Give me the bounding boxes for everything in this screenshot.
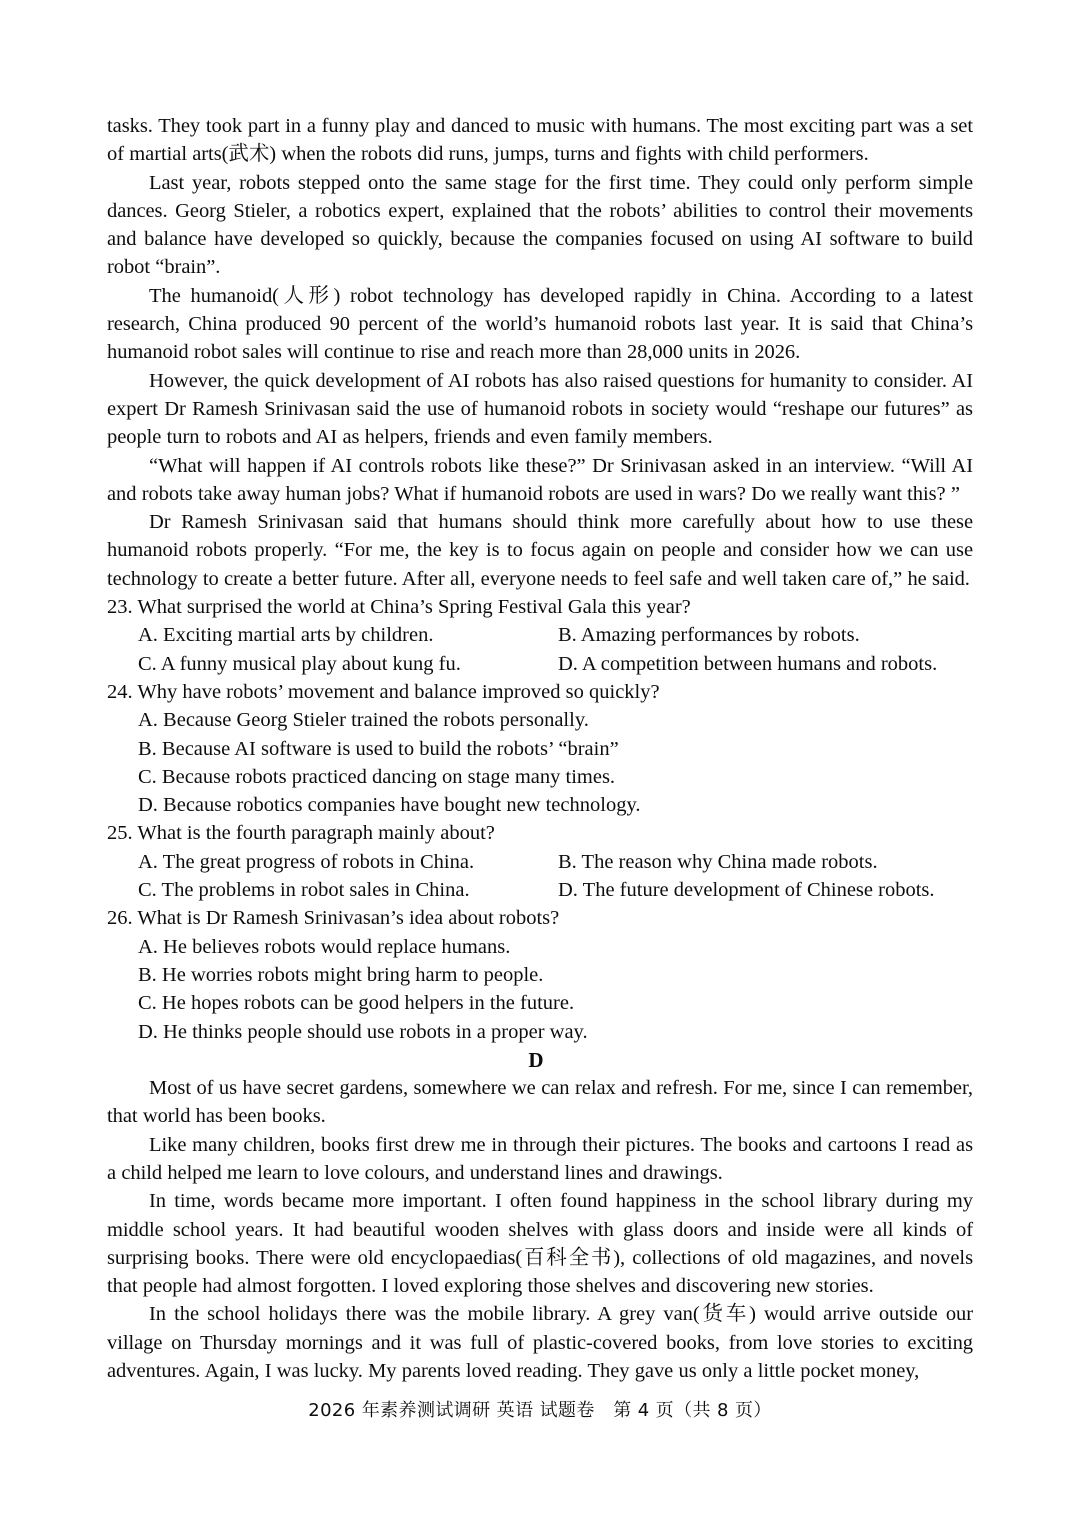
option-a[interactable]: A. The great progress of robots in China. bbox=[138, 850, 475, 873]
option-a[interactable]: A. Exciting martial arts by children. bbox=[138, 624, 434, 647]
option-row bbox=[107, 876, 973, 904]
option-row bbox=[107, 621, 973, 649]
option-a[interactable]: A. He believes robots would replace humans. bbox=[138, 935, 511, 958]
option-c[interactable]: C. Because robots practiced dancing on stage many times. bbox=[138, 765, 616, 788]
passage-d bbox=[107, 1074, 973, 1385]
page-footer bbox=[0, 1398, 1080, 1424]
passage-paragraph: However, the quick development of AI robots has also raised questions for humanity to consider. AI expert Dr Ramesh Srinivasan said the use of humanoid robots in society would “reshape our futures” as people turn to robots and AI as helpers, friends and even family members. bbox=[107, 369, 973, 449]
option-c[interactable]: C. The problems in robot sales in China. bbox=[138, 879, 470, 902]
question-stem: 24. Why have robots’ movement and balance improved so quickly? bbox=[107, 680, 660, 703]
option-d[interactable]: D. He thinks people should use robots in a proper way. bbox=[138, 1020, 588, 1043]
question-24 bbox=[107, 678, 973, 819]
option-b[interactable]: B. Because AI software is used to build the robots’ “brain” bbox=[138, 737, 619, 760]
option-d[interactable]: D. A competition between humans and robots. bbox=[558, 652, 938, 675]
option-c[interactable]: C. A funny musical play about kung fu. bbox=[138, 652, 461, 675]
passage-paragraph: tasks. They took part in a funny play and danced to music with humans. The most exciting part was a set of martial arts(武术) when the robots did runs, jumps, turns and fights with child performers. bbox=[107, 115, 973, 166]
option-d[interactable]: D. Because robotics companies have bought new technology. bbox=[138, 794, 641, 817]
option-row bbox=[107, 848, 973, 876]
option-group bbox=[107, 706, 973, 819]
passage-c-continued bbox=[107, 112, 973, 593]
passage-paragraph: In time, words became more important. I often found happiness in the school library during my middle school years. It had beautiful wooden shelves with glass doors and inside were all kinds of surprising books. There were old encyclopaedias(百科全书), collections of old magazines, and novels that people had almost forgotten. I loved exploring those shelves and discovering new stories. bbox=[107, 1190, 973, 1298]
passage-paragraph: The humanoid(人形) robot technology has developed rapidly in China. According to a latest research, China produced 90 percent of the world’s humanoid robots last year. It is said that China’s humanoid robot sales will continue to rise and reach more than 28,000 units in 2026. bbox=[107, 284, 973, 364]
option-a[interactable]: A. Because Georg Stieler trained the robots personally. bbox=[138, 709, 589, 732]
passage-paragraph: Last year, robots stepped onto the same stage for the first time. They could only perform simple dances. Georg Stieler, a robotics expert, explained that the robots’ abilities to control their movements and balance have developed so quickly, because the companies focused on using AI software to build robot “brain”. bbox=[107, 171, 973, 279]
option-b[interactable]: B. Amazing performances by robots. bbox=[558, 624, 860, 647]
option-group bbox=[107, 621, 973, 678]
option-group bbox=[107, 848, 973, 905]
page-content bbox=[107, 112, 973, 1385]
passage-paragraph: Dr Ramesh Srinivasan said that humans should think more carefully about how to use these humanoid robots properly. “For me, the key is to focus again on people and consider how we can use technology to create a better future. After all, everyone needs to feel safe and well taken care of,” he said. bbox=[107, 511, 973, 590]
question-26 bbox=[107, 904, 973, 1045]
option-c[interactable]: C. He hopes robots can be good helpers in the future. bbox=[138, 992, 575, 1015]
option-row bbox=[107, 650, 973, 678]
passage-paragraph: Like many children, books first drew me in through their pictures. The books and cartoons I read as a child helped me learn to love colours, and understand lines and drawings. bbox=[107, 1133, 973, 1184]
option-b[interactable]: B. The reason why China made robots. bbox=[558, 850, 878, 873]
question-23 bbox=[107, 593, 973, 678]
option-group bbox=[107, 933, 973, 1046]
option-d[interactable]: D. The future development of Chinese robots. bbox=[558, 879, 935, 902]
question-stem: 26. What is Dr Ramesh Srinivasan’s idea about robots? bbox=[107, 907, 560, 930]
question-stem: 25. What is the fourth paragraph mainly about? bbox=[107, 822, 495, 845]
passage-paragraph: In the school holidays there was the mobile library. A grey van(货车) would arrive outside our village on Thursday mornings and it was full of plastic-covered books, from love stories to exciting adventures. Again, I was lucky. My parents loved reading. They gave us only a little pocket money, bbox=[107, 1303, 973, 1383]
option-b[interactable]: B. He worries robots might bring harm to people. bbox=[138, 963, 544, 986]
passage-paragraph: “What will happen if AI controls robots like these?” Dr Srinivasan asked in an interview. “Will AI and robots take away human jobs? What if humanoid robots are used in wars? Do we really want this? ” bbox=[107, 454, 973, 505]
passage-paragraph: Most of us have secret gardens, somewhere we can relax and refresh. For me, since I can remember, that world has been books. bbox=[107, 1077, 973, 1128]
footer-text: 2026 年素养测试调研 英语 试题卷 第 4 页（共 8 页） bbox=[308, 1400, 772, 1421]
section-letter-d: D bbox=[528, 1047, 544, 1072]
question-25 bbox=[107, 819, 973, 904]
question-stem: 23. What surprised the world at China’s Spring Festival Gala this year? bbox=[107, 596, 691, 619]
